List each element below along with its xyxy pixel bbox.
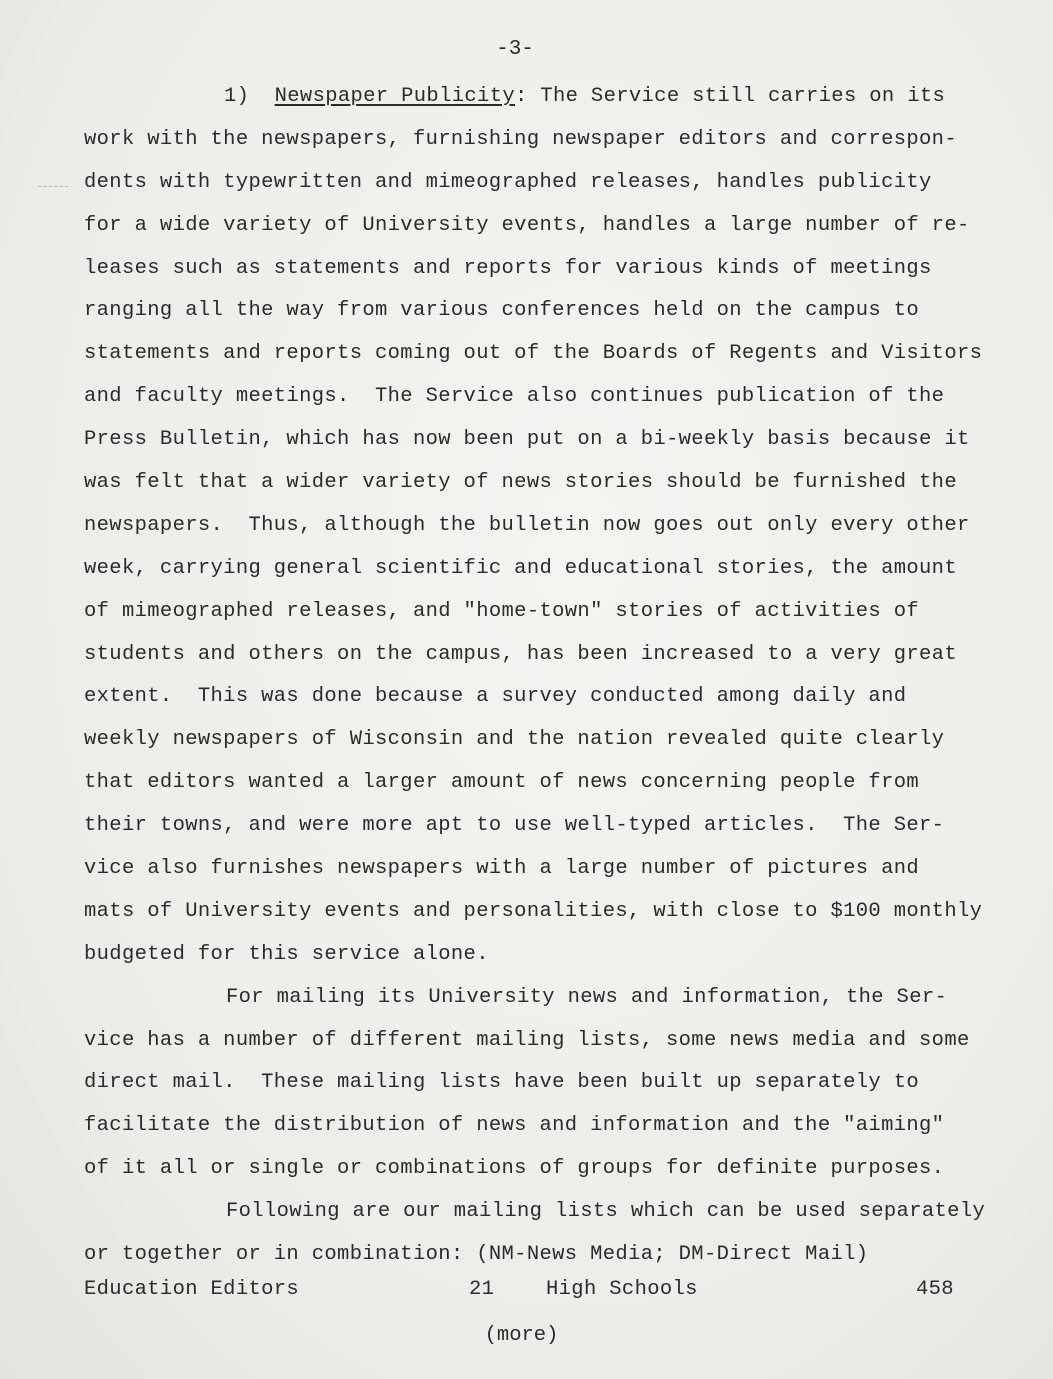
line-text: statements and reports coming out of the Boards of Regents and Visitors [84, 342, 983, 366]
line-text: weekly newspapers of Wisconsin and the nation revealed quite clearly [84, 728, 945, 752]
line-text: vice also furnishes newspapers with a large number of pictures and [84, 857, 920, 881]
text-line [84, 419, 1014, 462]
text-line [84, 248, 1014, 291]
mailing-list-count-left: 21 [469, 1278, 495, 1301]
line-text: Following are our mailing lists which can be used separately [226, 1200, 986, 1224]
line-text: or together or in combination: (NM-News Media; DM-Direct Mail) [84, 1243, 869, 1267]
line-text: newspapers. Thus, although the bulletin now goes out only every other [84, 513, 970, 537]
text-line [84, 1105, 1014, 1148]
text-line [84, 805, 1014, 848]
text-line [84, 762, 1014, 805]
text-line [84, 205, 1014, 248]
mailing-list-count-right: 458 [916, 1278, 954, 1301]
text-line [84, 1148, 1014, 1191]
list-marker: 1) [224, 85, 275, 108]
line-text: vice has a number of different mailing lists, some news media and some [84, 1028, 970, 1052]
text-line [84, 290, 1014, 333]
margin-mark [38, 186, 68, 189]
text-line [84, 891, 1014, 934]
line-text: direct mail. These mailing lists have been built up separately to [84, 1071, 920, 1095]
text-line [84, 676, 1014, 719]
text-line [84, 719, 1014, 762]
text-line [84, 333, 1014, 376]
line-text: : The Service still carries on its [515, 85, 946, 108]
body-text [84, 76, 1014, 1277]
text-line [84, 1234, 1014, 1277]
mailing-list-label-left: Education Editors [84, 1278, 300, 1301]
line-text: ranging all the way from various conferences held on the campus to [84, 299, 920, 323]
line-text: of it all or single or combinations of groups for definite purposes. [84, 1157, 945, 1181]
continued-marker: (more) [484, 1324, 559, 1347]
text-line [84, 376, 1014, 419]
line-text: that editors wanted a larger amount of news concerning people from [84, 771, 920, 795]
mailing-list-row [84, 1278, 964, 1318]
text-line [84, 76, 1014, 119]
text-line [84, 1062, 1014, 1105]
line-text: mats of University events and personalities, with close to $100 monthly [84, 899, 983, 923]
line-text: facilitate the distribution of news and information and the "aiming" [84, 1114, 945, 1138]
text-line [84, 1020, 1014, 1063]
text-line [84, 848, 1014, 891]
text-line [84, 162, 1014, 205]
line-text: Press Bulletin, which has now been put on a bi-weekly basis because it [84, 428, 970, 452]
text-line [84, 462, 1014, 505]
text-line [84, 505, 1014, 548]
mailing-list-label-right: High Schools [546, 1278, 698, 1301]
text-line [84, 634, 1014, 677]
text-line [84, 119, 1014, 162]
text-line [84, 977, 1014, 1020]
line-text: their towns, and were more apt to use well-typed articles. The Ser- [84, 814, 945, 838]
line-text: dents with typewritten and mimeographed releases, handles publicity [84, 170, 932, 194]
text-line [84, 548, 1014, 591]
line-text: budgeted for this service alone. [84, 942, 489, 966]
line-text: extent. This was done because a survey conducted among daily and [84, 685, 907, 709]
line-text: was felt that a wider variety of news stories should be furnished the [84, 471, 957, 495]
line-text: students and others on the campus, has been increased to a very great [84, 642, 957, 666]
text-line [84, 1191, 1014, 1234]
line-text: leases such as statements and reports for various kinds of meetings [84, 256, 932, 280]
line-text: for a wide variety of University events, handles a large number of re- [84, 213, 970, 237]
line-text: For mailing its University news and information, the Ser- [226, 985, 948, 1009]
line-text: week, carrying general scientific and educational stories, the amount [84, 556, 957, 580]
line-text: work with the newspapers, furnishing newspaper editors and correspon- [84, 127, 957, 151]
section-heading: Newspaper Publicity [274, 85, 515, 108]
line-text: and faculty meetings. The Service also continues publication of the [84, 385, 945, 409]
text-line [84, 591, 1014, 634]
line-text: of mimeographed releases, and "home-town" stories of activities of [84, 599, 920, 623]
page-number: -3- [496, 38, 534, 61]
text-line [84, 934, 1014, 977]
